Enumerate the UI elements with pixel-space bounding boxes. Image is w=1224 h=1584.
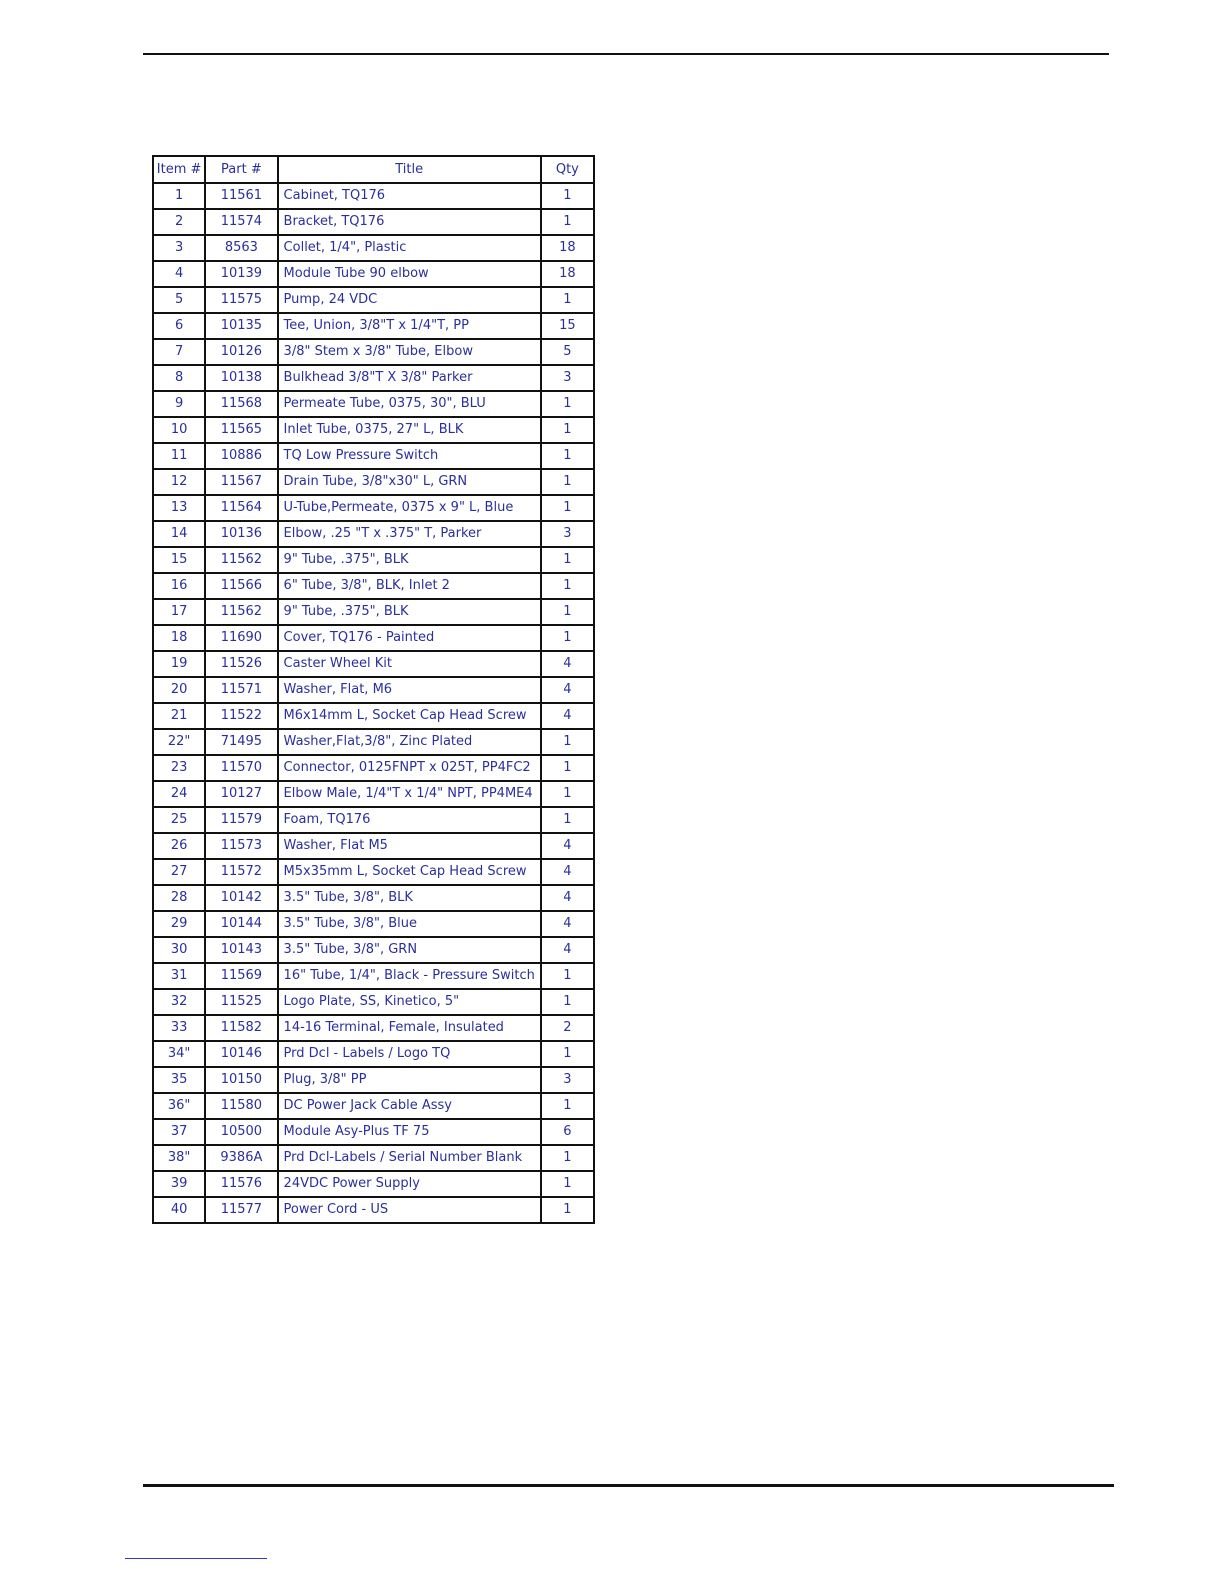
cell-item-number: 36" xyxy=(153,1093,205,1119)
cell-quantity: 1 xyxy=(541,495,594,521)
cell-part-number: 11572 xyxy=(205,859,277,885)
cell-part-number: 11570 xyxy=(205,755,277,781)
cell-part-number: 10139 xyxy=(205,261,277,287)
cell-title: Connector, 0125FNPT x 025T, PP4FC2 xyxy=(278,755,541,781)
table-row xyxy=(153,495,594,521)
table-row xyxy=(153,1041,594,1067)
column-header-title: Title xyxy=(278,156,541,183)
table-row xyxy=(153,183,594,209)
footer-rule xyxy=(143,1484,1114,1487)
table-row xyxy=(153,703,594,729)
cell-part-number: 11567 xyxy=(205,469,277,495)
cell-part-number: 11577 xyxy=(205,1197,277,1223)
cell-title: Permeate Tube, 0375, 30", BLU xyxy=(278,391,541,417)
cell-part-number: 10150 xyxy=(205,1067,277,1093)
table-row xyxy=(153,287,594,313)
cell-quantity: 4 xyxy=(541,859,594,885)
cell-title: Plug, 3/8" PP xyxy=(278,1067,541,1093)
table-row xyxy=(153,885,594,911)
cell-quantity: 15 xyxy=(541,313,594,339)
cell-item-number: 17 xyxy=(153,599,205,625)
cell-item-number: 9 xyxy=(153,391,205,417)
column-header-qty: Qty xyxy=(541,156,594,183)
table-row xyxy=(153,963,594,989)
cell-quantity: 4 xyxy=(541,703,594,729)
table-row xyxy=(153,209,594,235)
cell-title: Elbow, .25 "T x .375" T, Parker xyxy=(278,521,541,547)
table-row xyxy=(153,261,594,287)
cell-quantity: 1 xyxy=(541,183,594,209)
table-row xyxy=(153,417,594,443)
cell-title: 6" Tube, 3/8", BLK, Inlet 2 xyxy=(278,573,541,599)
cell-title: Drain Tube, 3/8"x30" L, GRN xyxy=(278,469,541,495)
table-row xyxy=(153,469,594,495)
cell-title: Bulkhead 3/8"T X 3/8" Parker xyxy=(278,365,541,391)
cell-title: Module Asy-Plus TF 75 xyxy=(278,1119,541,1145)
cell-item-number: 13 xyxy=(153,495,205,521)
cell-quantity: 4 xyxy=(541,885,594,911)
table-row xyxy=(153,521,594,547)
cell-title: Foam, TQ176 xyxy=(278,807,541,833)
cell-title: 3.5" Tube, 3/8", BLK xyxy=(278,885,541,911)
cell-part-number: 11571 xyxy=(205,677,277,703)
cell-quantity: 5 xyxy=(541,339,594,365)
cell-item-number: 26 xyxy=(153,833,205,859)
table-row xyxy=(153,1171,594,1197)
cell-part-number: 11690 xyxy=(205,625,277,651)
cell-item-number: 1 xyxy=(153,183,205,209)
cell-quantity: 1 xyxy=(541,1145,594,1171)
table-row xyxy=(153,547,594,573)
cell-title: Tee, Union, 3/8"T x 1/4"T, PP xyxy=(278,313,541,339)
cell-part-number: 10136 xyxy=(205,521,277,547)
cell-quantity: 1 xyxy=(541,1041,594,1067)
cell-title: DC Power Jack Cable Assy xyxy=(278,1093,541,1119)
cell-part-number: 10142 xyxy=(205,885,277,911)
cell-part-number: 11569 xyxy=(205,963,277,989)
cell-quantity: 1 xyxy=(541,781,594,807)
table-row xyxy=(153,911,594,937)
cell-part-number: 11562 xyxy=(205,547,277,573)
table-row xyxy=(153,781,594,807)
table-row xyxy=(153,651,594,677)
cell-item-number: 25 xyxy=(153,807,205,833)
parts-table-body xyxy=(153,183,594,1223)
cell-part-number: 71495 xyxy=(205,729,277,755)
cell-item-number: 35 xyxy=(153,1067,205,1093)
cell-title: Prd Dcl - Labels / Logo TQ xyxy=(278,1041,541,1067)
cell-title: Washer, Flat M5 xyxy=(278,833,541,859)
cell-quantity: 1 xyxy=(541,625,594,651)
cell-title: Pump, 24 VDC xyxy=(278,287,541,313)
cell-quantity: 1 xyxy=(541,1171,594,1197)
cell-title: 3/8" Stem x 3/8" Tube, Elbow xyxy=(278,339,541,365)
cell-quantity: 18 xyxy=(541,235,594,261)
cell-title: Washer, Flat, M6 xyxy=(278,677,541,703)
cell-title: 24VDC Power Supply xyxy=(278,1171,541,1197)
cell-item-number: 20 xyxy=(153,677,205,703)
cell-quantity: 1 xyxy=(541,989,594,1015)
table-row xyxy=(153,1145,594,1171)
cell-title: M5x35mm L, Socket Cap Head Screw xyxy=(278,859,541,885)
table-row xyxy=(153,235,594,261)
cell-part-number: 11574 xyxy=(205,209,277,235)
cell-part-number: 11526 xyxy=(205,651,277,677)
cell-quantity: 4 xyxy=(541,651,594,677)
table-row xyxy=(153,807,594,833)
table-row xyxy=(153,625,594,651)
cell-title: 16" Tube, 1/4", Black - Pressure Switch xyxy=(278,963,541,989)
cell-quantity: 1 xyxy=(541,599,594,625)
table-row xyxy=(153,365,594,391)
cell-part-number: 10135 xyxy=(205,313,277,339)
cell-quantity: 4 xyxy=(541,677,594,703)
cell-quantity: 3 xyxy=(541,521,594,547)
cell-title: Collet, 1/4", Plastic xyxy=(278,235,541,261)
cell-item-number: 23 xyxy=(153,755,205,781)
cell-item-number: 10 xyxy=(153,417,205,443)
table-row xyxy=(153,1093,594,1119)
cell-part-number: 11565 xyxy=(205,417,277,443)
cell-title: Bracket, TQ176 xyxy=(278,209,541,235)
cell-title: M6x14mm L, Socket Cap Head Screw xyxy=(278,703,541,729)
cell-item-number: 27 xyxy=(153,859,205,885)
cell-item-number: 18 xyxy=(153,625,205,651)
table-row xyxy=(153,1067,594,1093)
table-row xyxy=(153,755,594,781)
table-row xyxy=(153,1119,594,1145)
cell-item-number: 24 xyxy=(153,781,205,807)
cell-title: Cabinet, TQ176 xyxy=(278,183,541,209)
table-row xyxy=(153,859,594,885)
cell-title: Power Cord - US xyxy=(278,1197,541,1223)
cell-part-number: 10144 xyxy=(205,911,277,937)
cell-part-number: 11575 xyxy=(205,287,277,313)
cell-title: 3.5" Tube, 3/8", GRN xyxy=(278,937,541,963)
cell-part-number: 11580 xyxy=(205,1093,277,1119)
cell-title: 3.5" Tube, 3/8", Blue xyxy=(278,911,541,937)
cell-part-number: 10886 xyxy=(205,443,277,469)
footer-link-underline xyxy=(125,1558,267,1559)
table-header-row xyxy=(153,156,594,183)
table-row xyxy=(153,1015,594,1041)
cell-part-number: 11568 xyxy=(205,391,277,417)
cell-part-number: 11582 xyxy=(205,1015,277,1041)
cell-quantity: 2 xyxy=(541,1015,594,1041)
cell-part-number: 11564 xyxy=(205,495,277,521)
cell-quantity: 18 xyxy=(541,261,594,287)
cell-quantity: 6 xyxy=(541,1119,594,1145)
table-row xyxy=(153,677,594,703)
cell-item-number: 30 xyxy=(153,937,205,963)
cell-part-number: 11566 xyxy=(205,573,277,599)
cell-item-number: 19 xyxy=(153,651,205,677)
cell-item-number: 8 xyxy=(153,365,205,391)
cell-title: 14-16 Terminal, Female, Insulated xyxy=(278,1015,541,1041)
cell-item-number: 3 xyxy=(153,235,205,261)
cell-item-number: 28 xyxy=(153,885,205,911)
cell-part-number: 10127 xyxy=(205,781,277,807)
cell-item-number: 32 xyxy=(153,989,205,1015)
cell-quantity: 1 xyxy=(541,1197,594,1223)
table-row xyxy=(153,339,594,365)
cell-item-number: 6 xyxy=(153,313,205,339)
table-row xyxy=(153,391,594,417)
cell-item-number: 33 xyxy=(153,1015,205,1041)
table-row xyxy=(153,989,594,1015)
table-row xyxy=(153,443,594,469)
cell-item-number: 7 xyxy=(153,339,205,365)
cell-title: Washer,Flat,3/8", Zinc Plated xyxy=(278,729,541,755)
cell-item-number: 31 xyxy=(153,963,205,989)
cell-part-number: 11562 xyxy=(205,599,277,625)
cell-part-number: 10500 xyxy=(205,1119,277,1145)
cell-quantity: 1 xyxy=(541,963,594,989)
cell-title: Module Tube 90 elbow xyxy=(278,261,541,287)
cell-quantity: 1 xyxy=(541,755,594,781)
cell-quantity: 4 xyxy=(541,833,594,859)
cell-title: 9" Tube, .375", BLK xyxy=(278,547,541,573)
cell-item-number: 22" xyxy=(153,729,205,755)
table-row xyxy=(153,833,594,859)
cell-quantity: 1 xyxy=(541,417,594,443)
cell-item-number: 12 xyxy=(153,469,205,495)
cell-quantity: 1 xyxy=(541,443,594,469)
cell-title: Elbow Male, 1/4"T x 1/4" NPT, PP4ME4 xyxy=(278,781,541,807)
cell-quantity: 1 xyxy=(541,729,594,755)
cell-title: Inlet Tube, 0375, 27" L, BLK xyxy=(278,417,541,443)
cell-quantity: 3 xyxy=(541,365,594,391)
cell-quantity: 4 xyxy=(541,911,594,937)
cell-item-number: 40 xyxy=(153,1197,205,1223)
table-row xyxy=(153,599,594,625)
cell-quantity: 3 xyxy=(541,1067,594,1093)
cell-part-number: 10146 xyxy=(205,1041,277,1067)
cell-item-number: 5 xyxy=(153,287,205,313)
cell-title: Cover, TQ176 - Painted xyxy=(278,625,541,651)
cell-quantity: 1 xyxy=(541,209,594,235)
cell-item-number: 4 xyxy=(153,261,205,287)
cell-item-number: 16 xyxy=(153,573,205,599)
cell-part-number: 10143 xyxy=(205,937,277,963)
cell-part-number: 11525 xyxy=(205,989,277,1015)
table-row xyxy=(153,1197,594,1223)
table-row xyxy=(153,313,594,339)
cell-quantity: 4 xyxy=(541,937,594,963)
cell-quantity: 1 xyxy=(541,573,594,599)
table-row xyxy=(153,937,594,963)
cell-part-number: 11573 xyxy=(205,833,277,859)
cell-quantity: 1 xyxy=(541,287,594,313)
cell-quantity: 1 xyxy=(541,469,594,495)
cell-item-number: 39 xyxy=(153,1171,205,1197)
column-header-part: Part # xyxy=(205,156,277,183)
cell-item-number: 15 xyxy=(153,547,205,573)
cell-quantity: 1 xyxy=(541,547,594,573)
cell-item-number: 14 xyxy=(153,521,205,547)
cell-quantity: 1 xyxy=(541,807,594,833)
cell-part-number: 11576 xyxy=(205,1171,277,1197)
cell-item-number: 34" xyxy=(153,1041,205,1067)
cell-title: TQ Low Pressure Switch xyxy=(278,443,541,469)
cell-title: U-Tube,Permeate, 0375 x 9" L, Blue xyxy=(278,495,541,521)
cell-part-number: 10138 xyxy=(205,365,277,391)
table-row xyxy=(153,573,594,599)
header-rule xyxy=(143,53,1109,55)
cell-item-number: 11 xyxy=(153,443,205,469)
cell-quantity: 1 xyxy=(541,1093,594,1119)
cell-part-number: 9386A xyxy=(205,1145,277,1171)
cell-item-number: 21 xyxy=(153,703,205,729)
cell-title: Caster Wheel Kit xyxy=(278,651,541,677)
column-header-item: Item # xyxy=(153,156,205,183)
cell-part-number: 11522 xyxy=(205,703,277,729)
cell-title: 9" Tube, .375", BLK xyxy=(278,599,541,625)
cell-part-number: 11561 xyxy=(205,183,277,209)
cell-item-number: 37 xyxy=(153,1119,205,1145)
cell-part-number: 11579 xyxy=(205,807,277,833)
cell-item-number: 2 xyxy=(153,209,205,235)
table-row xyxy=(153,729,594,755)
cell-title: Logo Plate, SS, Kinetico, 5" xyxy=(278,989,541,1015)
cell-quantity: 1 xyxy=(541,391,594,417)
cell-title: Prd Dcl-Labels / Serial Number Blank xyxy=(278,1145,541,1171)
cell-part-number: 10126 xyxy=(205,339,277,365)
cell-item-number: 38" xyxy=(153,1145,205,1171)
parts-list-table xyxy=(152,155,595,1224)
cell-item-number: 29 xyxy=(153,911,205,937)
cell-part-number: 8563 xyxy=(205,235,277,261)
